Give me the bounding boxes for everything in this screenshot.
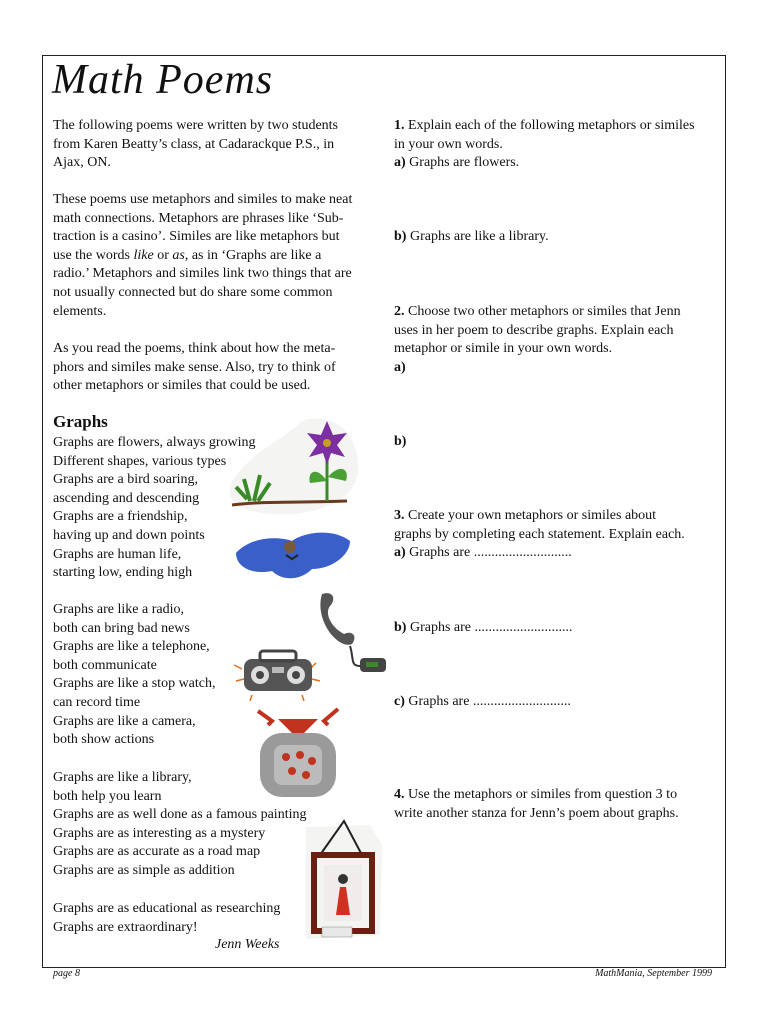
intro-line: As you read the poems, think about how the meta-	[53, 341, 336, 356]
italic-as: as	[172, 247, 185, 263]
poem-line: having up and down points	[53, 527, 205, 543]
poem-line: Graphs are as educational as researching	[53, 901, 281, 916]
question-3	[394, 507, 719, 563]
intro-line	[53, 247, 378, 266]
author-signature: Jenn Weeks	[215, 937, 280, 952]
poem-line: Graphs are as well done as a famous painting	[53, 807, 307, 823]
poem-line: Graphs are like a radio,	[53, 602, 184, 617]
poem-line: Graphs are as interesting as a mystery	[53, 825, 266, 841]
poem-line: can record time	[53, 694, 141, 710]
question-part-b	[394, 619, 719, 638]
text-run: Create your own metaphors or similes about	[404, 508, 657, 523]
question-1b	[394, 228, 719, 247]
poem-line: Graphs are as accurate as a road map	[53, 844, 261, 860]
fill-in-blank: Graphs are ............................	[405, 545, 572, 561]
part-label: b)	[394, 620, 407, 635]
bird-drawing	[232, 527, 354, 584]
intro-paragraph-3	[53, 340, 378, 396]
intro-paragraph-1	[53, 117, 378, 173]
question-number: 3.	[394, 508, 405, 523]
question-line: uses in her poem to describe graphs. Explain each	[394, 322, 674, 338]
poem-line: both help you learn	[53, 788, 162, 804]
part-label: b)	[394, 434, 407, 449]
part-label: b)	[394, 229, 407, 244]
text-run: Choose two other metaphors or similes that Jenn	[404, 304, 681, 319]
fill-in-blank: Graphs are ............................	[406, 620, 573, 635]
poem-line: both can bring bad news	[53, 620, 190, 636]
poem-line: Graphs are a bird soaring,	[53, 472, 199, 488]
question-3b	[394, 619, 719, 638]
text-run: , as in ‘Graphs are like a	[184, 247, 322, 263]
question-1	[394, 117, 719, 173]
intro-line: Ajax, ON.	[53, 155, 111, 171]
intro-line: not usually connected but do share some common	[53, 284, 333, 300]
question-line: metaphor or simile in your own words.	[394, 341, 613, 357]
poem-line: Graphs are like a telephone,	[53, 639, 210, 655]
poem-line: Graphs are human life,	[53, 546, 182, 562]
text-run: Explain each of the following metaphors or similes	[404, 118, 695, 133]
question-2	[394, 303, 719, 377]
poem-line: Graphs are flowers, always growing	[53, 435, 256, 450]
question-part-c	[394, 693, 719, 712]
poem-line: Graphs are like a stop watch,	[53, 676, 216, 692]
question-part-a	[394, 359, 719, 378]
text-run: Graphs are flowers.	[405, 155, 520, 171]
question-part-b	[394, 433, 719, 452]
intro-paragraph-2	[53, 191, 378, 321]
question-line	[394, 303, 719, 322]
question-number: 4.	[394, 787, 405, 802]
flower-drawing	[222, 411, 362, 521]
poem-line: ascending and descending	[53, 490, 200, 506]
poem-line: Graphs are a friendship,	[53, 509, 188, 525]
text-run: or	[153, 247, 173, 263]
intro-line: These poems use metaphors and similes to make neat	[53, 192, 353, 207]
poem-line: both show actions	[53, 732, 155, 748]
question-2b	[394, 433, 719, 452]
painting-drawing	[300, 815, 384, 945]
intro-line: other metaphors or similes that could be used.	[53, 378, 311, 394]
intro-line: radio.’ Metaphors and similes link two things that are	[53, 266, 352, 282]
footer-publication: MathMania, September 1999	[595, 968, 712, 979]
radio-drawing	[232, 645, 324, 703]
question-line	[394, 507, 719, 526]
intro-line: math connections. Metaphors are phrases like ‘Sub-	[53, 210, 344, 226]
text-run: use the words	[53, 247, 134, 263]
question-part-a	[394, 544, 719, 563]
question-part-b	[394, 228, 719, 247]
camera-drawing	[248, 705, 348, 805]
italic-like: like	[133, 247, 154, 263]
poem-line: Graphs are extraordinary!	[53, 919, 198, 935]
question-3c	[394, 693, 719, 712]
question-line: write another stanza for Jenn’s poem about graphs.	[394, 805, 679, 821]
part-label: a)	[394, 155, 406, 171]
question-part-a	[394, 154, 719, 173]
fill-in-blank: Graphs are ............................	[404, 694, 571, 709]
page-title: Math Poems	[52, 57, 274, 103]
poem-line: both communicate	[53, 657, 157, 673]
poem-line: Graphs are like a camera,	[53, 713, 196, 729]
poem-title: Graphs	[53, 412, 108, 431]
poem-stanza-2	[53, 601, 216, 750]
question-line: in your own words.	[394, 136, 503, 152]
footer-page-number: page 8	[53, 968, 80, 979]
part-label: a)	[394, 359, 406, 375]
text-run: Graphs are like a library.	[406, 229, 549, 244]
intro-line: phors and similes make sense. Also, try to think of	[53, 359, 336, 375]
poem-line: Different shapes, various types	[53, 453, 227, 469]
intro-line: The following poems were written by two students	[53, 118, 339, 133]
question-line	[394, 786, 719, 805]
intro-line: from Karen Beatty’s class, at Cadarackque P.S., in	[53, 136, 335, 152]
question-number: 2.	[394, 304, 405, 319]
part-label: a)	[394, 545, 406, 561]
poem-stanza-4	[53, 900, 280, 937]
question-number: 1.	[394, 118, 405, 133]
poem-line: starting low, ending high	[53, 565, 193, 581]
poem-line: Graphs are like a library,	[53, 770, 192, 785]
text-run: Use the metaphors or similes from question 3 to	[404, 787, 678, 802]
question-line: graphs by completing each statement. Explain each.	[394, 526, 685, 542]
part-label: c)	[394, 694, 405, 709]
question-4	[394, 786, 719, 823]
poem-line: Graphs are as simple as addition	[53, 862, 235, 878]
intro-line: elements.	[53, 303, 107, 319]
question-line	[394, 117, 719, 136]
intro-line: traction is a casino’. Similes are like metaphors but	[53, 229, 340, 245]
